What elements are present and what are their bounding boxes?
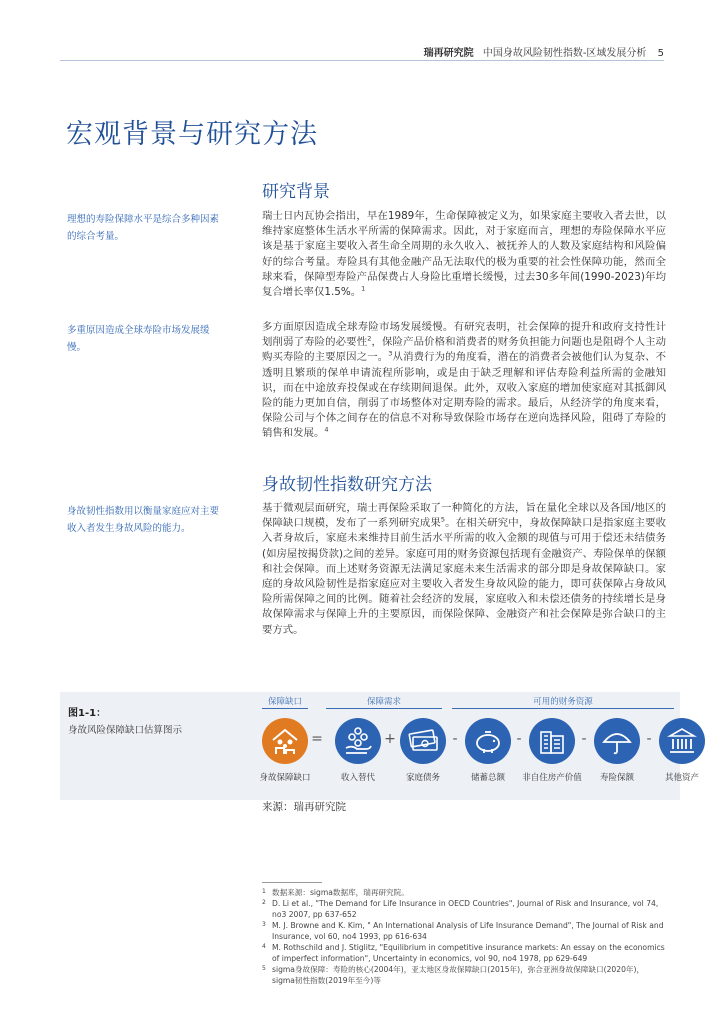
footnote-ref[interactable]: 3 [388, 349, 393, 358]
paragraph-methodology [262, 501, 666, 638]
footnote-number: 4 [262, 943, 266, 950]
operator-minus: - [581, 731, 587, 747]
footnote-item [262, 887, 666, 898]
footnote-ref[interactable]: 2 [367, 334, 372, 343]
footnote-item [262, 898, 666, 920]
piggy-bank-icon [465, 718, 511, 764]
footnote-number: 1 [262, 888, 266, 895]
footnote-item [262, 942, 666, 964]
hand-coins-icon [335, 718, 381, 764]
item-label-property: 非自住房产价值 [522, 773, 582, 783]
paragraph-text: 。在相关研究中，身故保障缺口是指家庭主要收入者身故后，家庭未来维持目前生活水平所需的收入金额的现值与可用于偿还未结债务(如房屋按揭贷款)之间的差异。家庭可用的财务资源包括现有金融资产、寿险保单的保额和社会保障。而上述财务资源无法满足家庭未来生活需求的部分即是身故保障缺口。家庭的身故风险韧性是指家庭应对主要收入者发生身故风险的能力，即可获保障占身故风险所需保障之间的比例。随着社会经济的发展，家庭收入和未偿还债务的持续增长是身故保障需求与保障上升的主要原因，而保险保障、金融资产和社会保障是弥合缺口的主要方式。 [262, 517, 667, 636]
section-heading-background: 研究背景 [262, 182, 330, 202]
page-title: 宏观背景与研究方法 [66, 119, 318, 150]
figure-source: 来源：瑞再研究院 [262, 801, 346, 813]
side-note-1: 理想的寿险保障水平是综合多种因素的综合考量。 [67, 214, 220, 242]
paragraph-text: 基于微观层面研究，瑞士再保险采取了一种简化的方法，旨在量化全球以及各国/地区的保障缺口规模，发布了一系列研究成果 [262, 502, 666, 530]
paragraph-text: 从消费行为的角度看，潜在的消费者会被他们认为复杂、不透明且繁琐的保单申请流程所影响，或是由于缺乏理解和评估寿险利益所需的金融知识，而在中途放弃投保或在存续期间退保。此外，双收入家庭的增加使家庭对其抵御风险的能力更加自信，削弱了市场整体对定期寿险的需求。最后，从经济学的角度来看，保险公司与个体之间存在的信息不对称导致保险市场存在逆向选择风险，阻碍了寿险的销售和发展。 [262, 351, 667, 440]
group-rule-gap [262, 708, 308, 709]
header-rule [60, 60, 664, 61]
footnote-item [262, 964, 666, 986]
side-note-2: 多重原因造成全球寿险市场发展缓慢。 [67, 325, 210, 353]
item-label-gap: 身故保障缺口 [259, 773, 311, 783]
page-number: 5 [657, 48, 664, 59]
footnote-item [262, 920, 666, 942]
group-label-need: 保障需求 [366, 697, 401, 707]
header-doc-title: 中国身故风险韧性指数-区域发展分析 [482, 48, 647, 59]
footnote-ref[interactable]: 5 [440, 515, 446, 524]
header-brand: 瑞再研究院 [423, 48, 474, 59]
item-label-debt: 家庭债务 [405, 773, 440, 783]
bank-icon [659, 718, 705, 764]
footnote-text: D. Li et al., "The Demand for Life Insurance in OECD Countries", Journal of Risk and Insurance, vol 74, no3 2007, pp 637-652 [272, 899, 659, 919]
item-label-savings: 储蓄总额 [470, 773, 505, 783]
operator-minus: - [646, 731, 652, 747]
building-icon [529, 718, 575, 764]
footnote-ref[interactable]: 1 [361, 284, 366, 293]
figure-panel [60, 692, 699, 813]
running-header [424, 44, 664, 59]
footnote-text: M. J. Browne and K. Kim, " An International Analysis of Life Insurance Demand", The Journal of Risk and Insurance, vol 60, no4 1993, pp 616-634 [272, 921, 664, 941]
footnote-number: 3 [262, 921, 266, 928]
footnote-rule [262, 882, 322, 883]
footnote-text: sigma身故保障：寿险的核心(2004年)，亚太地区身故保障缺口(2015年)，弥合亚洲身故保障缺口(2020年)，sigma韧性指数(2019年至今)等 [272, 965, 645, 985]
footnote-number: 2 [262, 899, 266, 906]
paragraph-text: 瑞士日内瓦协会指出，早在1989年，生命保障被定义为，如果家庭主要收入者去世，以维持家庭整体生活水平所需的保障需求。因此，对于家庭而言，理想的寿险保障水平应该是基于家庭主要收入者生命全周期的永久收入、被抚养人的人数及家庭结构和风险偏好的综合考量。寿险具有其他金融产品无法取代的极为重要的社会性保障功能，然而全球来看，保障型寿险产品保费占人身险比重增长缓慢，过去30多年间(1990-2023)年均复合增长率仅1.5%。 [262, 210, 666, 299]
paragraph-background-2 [262, 320, 666, 442]
banknotes-icon [400, 718, 446, 764]
paragraph-text: 多方面原因造成全球寿险市场发展缓慢。有研究表明，社会保障的提升和政府支持性计划削弱了寿险的必要性 [262, 321, 666, 349]
figure-caption: 身故风险保障缺口估算图示 [68, 725, 183, 736]
group-label-gap: 保障缺口 [267, 697, 302, 707]
footnote-number: 5 [262, 965, 266, 972]
footnote-text: M. Rothschild and J. Stiglitz, "Equilibrium in competitive insurance markets: An essay on the economics of imperfect information", Uncertainty in economics, vol 90, no4 1978, pp 629-649 [272, 943, 665, 963]
group-rule-resources [452, 708, 674, 709]
section-heading-methodology: 身故韧性指数研究方法 [262, 475, 432, 495]
footnotes [262, 887, 666, 986]
paragraph-background-1 [262, 209, 666, 300]
operator-minus: - [452, 731, 458, 747]
operator-equals: = [311, 731, 323, 747]
umbrella-icon [594, 718, 640, 764]
side-note-3: 身故韧性指数用以衡量家庭应对主要收入者发生身故风险的能力。 [67, 506, 220, 534]
item-label-life-cover: 寿险保额 [599, 773, 634, 783]
group-rule-need [326, 708, 442, 709]
footnote-text: 数据来源：sigma数据库，瑞再研究院。 [272, 888, 409, 897]
item-label-other-assets: 其他资产 [664, 773, 699, 783]
item-label-income: 收入替代 [340, 773, 375, 783]
operator-minus: - [516, 731, 522, 747]
paragraph-text: ，保险产品价格和消费者的财务负担能力问题也是阻碍个人主动购买寿险的主要原因之一。 [262, 336, 667, 364]
operator-plus: + [384, 731, 396, 747]
family-house-icon [262, 718, 308, 764]
footnote-ref[interactable]: 4 [324, 425, 329, 434]
group-label-resources: 可用的财务资源 [533, 697, 593, 707]
figure-label: 图1-1： [68, 708, 107, 719]
